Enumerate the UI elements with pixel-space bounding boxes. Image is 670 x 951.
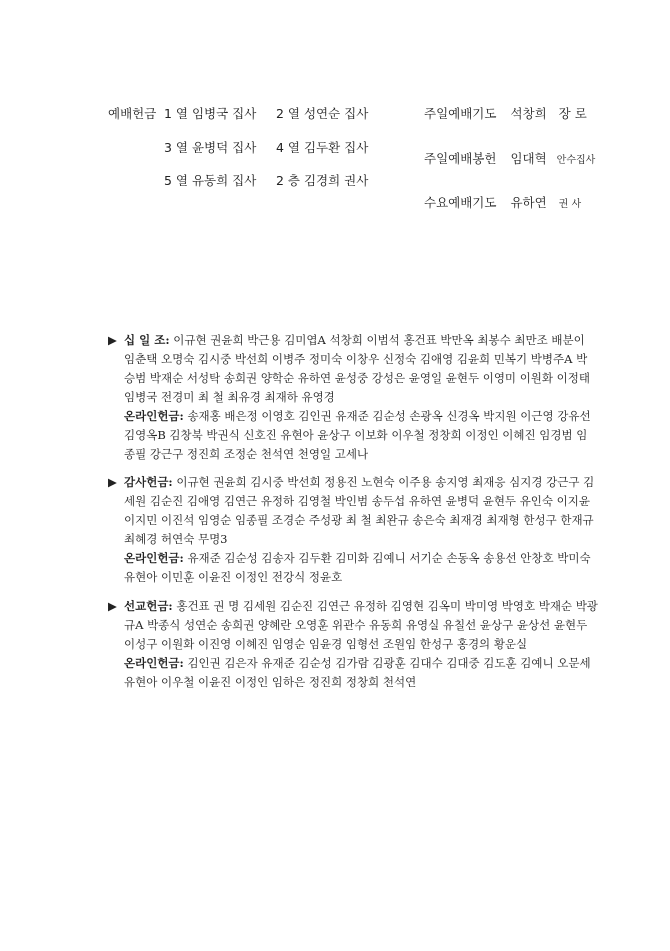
online-names: 유재준 김순성 김송자 김두환 김미화 김예니 서기순 손동옥 송용선 안창호 박미숙 유현아 이민훈 이윤진 이정인 전강식 정윤호 bbox=[124, 551, 591, 584]
offering-row-1b: 2 열 성연순 집사 bbox=[276, 106, 369, 121]
duty-name: 석창희 bbox=[510, 106, 547, 121]
section-title: 감사헌금: bbox=[124, 475, 173, 489]
online-title: 온라인헌금: bbox=[124, 551, 184, 565]
section-names: 홍건표 권 명 김세원 김순진 김연근 유정하 김영현 김옥미 박미영 박영호 박재순 박광규A 박종식 성연순 송희권 양혜란 오영훈 위관수 유동희 유영실 유칠선 윤상구 윤상선 윤현두 이성구 이원화 이진영 이혜진 임영순 임윤경 임형선 조원임 한성구 홍경의 황운실 bbox=[124, 599, 598, 651]
section-main bbox=[108, 473, 598, 549]
offering-row-2a: 3 열 윤병덕 집사 bbox=[164, 140, 257, 155]
section-title: 십 일 조: bbox=[124, 333, 170, 347]
duty-wednesday-prayer bbox=[424, 195, 581, 213]
section-online bbox=[108, 654, 598, 692]
section-tithe bbox=[108, 331, 598, 464]
duty-label: 수요예배기도 bbox=[424, 195, 497, 210]
triangle-bullet-icon: ▶ bbox=[108, 599, 117, 613]
offering-row-3b: 2 층 김경희 권사 bbox=[276, 173, 369, 188]
offering-row-2b: 4 열 김두환 집사 bbox=[276, 140, 369, 155]
online-names: 송재홍 배은정 이영호 김인권 유재준 김순성 손광옥 신경옥 박지원 이근영 강유선 김영옥B 김창북 박권식 신호진 유현아 윤상구 이보화 이우철 정창희 이정인 이혜진 임경범 임종필 강근구 정진희 조정순 천석연 천영일 고세나 bbox=[124, 409, 591, 461]
section-main bbox=[108, 597, 598, 654]
section-names: 이규현 권윤희 김시중 박선희 정용진 노현숙 이주용 송지영 최재응 심지경 강근구 김세원 김순진 김애영 김연근 유정하 김영철 박인범 송두섭 유하연 윤병덕 윤현두 유인숙 이지윤 이지민 이진석 임영순 임종필 조경순 주성광 최 철 최완규 송은숙 최재경 최재형 한성구 한재규 최혜경 허연숙 무명3 bbox=[124, 475, 595, 546]
triangle-bullet-icon: ▶ bbox=[108, 333, 117, 347]
section-thanksgiving bbox=[108, 473, 598, 587]
duty-label: 주일예배기도 bbox=[424, 106, 497, 121]
duty-title: 장 로 bbox=[558, 106, 587, 121]
online-names: 김인권 김은자 유재준 김순성 김가람 김광훈 김대수 김대중 김도훈 김예니 오문세 유현아 이우철 이윤진 이정인 임하은 정진희 정창희 천석연 bbox=[124, 656, 591, 689]
triangle-bullet-icon: ▶ bbox=[108, 475, 117, 489]
duty-name: 임대혁 bbox=[510, 151, 547, 166]
duty-title: 안수집사 bbox=[556, 155, 596, 166]
section-main bbox=[108, 331, 598, 407]
duty-sunday-prayer bbox=[424, 106, 587, 122]
duty-name: 유하연 bbox=[510, 195, 547, 210]
offering-label: 예배헌금 bbox=[108, 106, 157, 121]
section-missions bbox=[108, 597, 598, 692]
online-title: 온라인헌금: bbox=[124, 656, 184, 670]
online-title: 온라인헌금: bbox=[124, 409, 184, 423]
section-title: 선교헌금: bbox=[124, 599, 173, 613]
section-names: 이규현 권윤희 박근용 김미엽A 석창희 이범석 홍건표 박만옥 최봉수 최만조 배분이 임춘택 오명숙 김시중 박선희 이병주 정미숙 이창우 신정숙 김애영 김윤희 민복기 박병주A 박승범 박재순 서성탁 송희권 양학순 유하연 윤성중 강성은 윤영일 윤현두 이영미 이원화 이정태 임병국 전경미 최 철 최유경 최재하 유영경 bbox=[124, 333, 591, 404]
offering-row-3a: 5 열 유동희 집사 bbox=[164, 173, 257, 188]
section-online bbox=[108, 549, 598, 587]
duty-title: 권 사 bbox=[558, 199, 582, 210]
duty-sunday-offering bbox=[424, 151, 595, 169]
duty-label: 주일예배봉헌 bbox=[424, 151, 497, 166]
section-online bbox=[108, 407, 598, 464]
offering-row-1a: 1 열 임병국 집사 bbox=[164, 106, 257, 121]
